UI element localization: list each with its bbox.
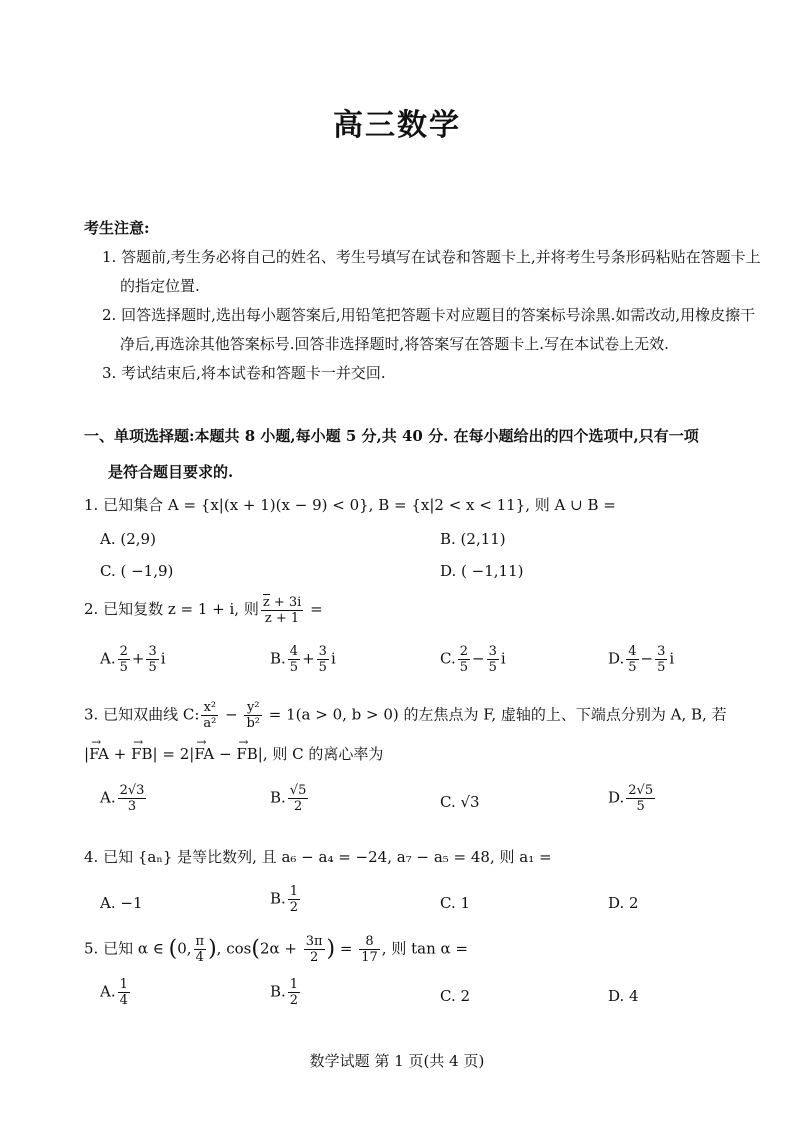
- notice-heading: 考生注意:: [84, 219, 150, 237]
- conjugate-z: z: [262, 595, 270, 610]
- section-line: 一、单项选择题:本题共 8 小题,每小题 5 分,共 40 分. 在每小题给出的四个选项中,只有一项: [84, 427, 699, 445]
- option-label: C.: [440, 987, 456, 1005]
- fraction: [261, 594, 303, 626]
- denominator: 5: [318, 660, 327, 675]
- question-stem: 5. 已知 α ∈ (0, $\frac{\pi}{4}$ ), cos(2α + $\frac{3\pi}{2}$ ) = $\frac{8}{17}$ , 则 tan α =: [84, 934, 468, 965]
- option-c[interactable]: [440, 890, 470, 916]
- section-heading: [84, 418, 774, 490]
- stem-text: =: [335, 939, 358, 958]
- question-stem: [84, 594, 774, 626]
- numerator: 4: [628, 644, 637, 659]
- denominator: 2: [289, 900, 299, 915]
- denominator: 3: [127, 799, 137, 814]
- numerator: 3: [318, 644, 327, 659]
- operator: +: [302, 649, 315, 668]
- numerator: 3: [657, 644, 666, 659]
- question-stem: 3. 已知双曲线 C: $\frac{\text{x²}}{\text{a²}}$ − $\frac{\text{y²}}{\text{b²}}$ = 1(a > 0, b > 0) 的左焦点为 F, 虚轴的上、下端点分别为 A, B, 若: [84, 700, 727, 731]
- fraction: [359, 934, 380, 965]
- option-label: D.: [608, 649, 625, 668]
- denominator: 4: [119, 993, 128, 1008]
- notice-item: 1. 答题前,考生务必将自己的姓名、考生号填写在试卷和答题卡上,并将考生号条形码粘贴在答题卡上的指定位置.: [102, 248, 761, 295]
- options-row: [84, 977, 774, 1011]
- option-a[interactable]: [100, 977, 132, 1008]
- question-2: [84, 594, 774, 678]
- option-value: −1: [115, 894, 143, 912]
- option-value: 2: [455, 987, 471, 1005]
- option-c[interactable]: [440, 644, 506, 675]
- option-b[interactable]: B. (2,11): [440, 530, 506, 548]
- stem-text: , 则 tan α =: [381, 939, 468, 958]
- numerator: 1: [119, 977, 128, 992]
- notice-item: 2. 回答选择题时,选出每小题答案后,用铅笔把答题卡对应题目的答案标号涂黑.如需改动,用橡皮擦干净后,再选涂其他答案标号.回答非选择题时,将答案写在答题卡上.写在本试卷上无效.: [102, 306, 756, 353]
- options-row: [84, 644, 774, 678]
- option-d[interactable]: [608, 983, 639, 1009]
- numerator: 2√3: [119, 783, 145, 798]
- option-value: √3: [460, 793, 480, 811]
- imag-unit: i: [500, 649, 506, 668]
- question-1: [84, 492, 774, 586]
- option-label: C.: [440, 894, 456, 912]
- numerator: 4: [289, 644, 299, 659]
- question-stem-line2: |→ FA + → FB| = 2|→ FA − → FB|, 则 C 的离心率为: [84, 741, 774, 767]
- question-stem: 4. 已知 {aₙ} 是等比数列, 且 a₆ − a₄ = −24, a₇ − a₅ = 48, 则 a₁ =: [84, 848, 552, 866]
- imag-unit: i: [669, 649, 675, 668]
- notice-item: 3. 考试结束后,将本试卷和答题卡一并交回.: [102, 364, 386, 382]
- option-label: B.: [270, 649, 286, 668]
- option-value: 2: [624, 894, 639, 912]
- options-row: [84, 558, 774, 586]
- numerator-rest: + 3i: [269, 595, 302, 610]
- operator: +: [131, 649, 145, 668]
- option-a[interactable]: [100, 644, 166, 675]
- page-title: 高三数学: [333, 108, 461, 143]
- denominator: 5: [289, 660, 299, 675]
- option-label: C.: [440, 793, 456, 811]
- option-d[interactable]: [608, 644, 674, 675]
- stem-text: , cos: [216, 939, 252, 958]
- option-c[interactable]: [440, 789, 480, 815]
- imag-unit: i: [330, 649, 336, 668]
- option-d[interactable]: [608, 783, 657, 814]
- option-c[interactable]: [440, 983, 470, 1009]
- option-label: D.: [608, 894, 625, 912]
- option-d[interactable]: D. ( −1,11): [440, 562, 524, 580]
- denominator: 5: [657, 660, 666, 675]
- numerator: 8: [359, 934, 380, 950]
- stem-text: =: [305, 600, 323, 618]
- numerator: √5: [289, 783, 307, 798]
- options-row: [84, 526, 774, 554]
- numerator: 2: [459, 644, 468, 659]
- fraction: $\frac{\text{y²}}{\text{b²}}$: [246, 700, 261, 731]
- stem-text: 5. 已知 α ∈: [84, 939, 169, 958]
- option-label: A.: [100, 894, 116, 912]
- numerator: 2√5: [628, 783, 654, 798]
- option-label: B.: [270, 889, 286, 908]
- numerator: 1: [289, 884, 299, 899]
- option-b[interactable]: [270, 783, 310, 814]
- option-label: D.: [608, 788, 625, 807]
- question-3: [84, 700, 774, 817]
- option-label: B.: [270, 788, 286, 807]
- options-row: [84, 783, 774, 817]
- options-row: [84, 884, 774, 918]
- numerator: 1: [289, 977, 299, 992]
- section-line: 是符合题目要求的.: [108, 463, 234, 481]
- stem-text: 2. 已知复数 z = 1 + i, 则: [84, 600, 259, 618]
- denominator: 5: [148, 660, 157, 675]
- denominator: 5: [636, 799, 645, 814]
- option-a[interactable]: A. (2,9): [100, 530, 156, 548]
- question-4: [84, 844, 774, 918]
- denominator: 5: [459, 660, 468, 675]
- option-d[interactable]: [608, 890, 639, 916]
- numerator: 2: [119, 644, 128, 659]
- question-5: [84, 934, 774, 1011]
- operator: −: [472, 649, 485, 668]
- option-b[interactable]: [270, 884, 302, 915]
- operator: −: [640, 649, 654, 668]
- denominator: 17: [361, 950, 378, 965]
- fraction: $\frac{\text{x²}}{\text{a²}}$: [203, 700, 217, 731]
- notice-block: [84, 214, 764, 388]
- option-c[interactable]: C. ( −1,9): [100, 562, 174, 580]
- denominator: 5: [628, 660, 637, 675]
- option-label: C.: [440, 649, 456, 668]
- option-a[interactable]: [100, 783, 148, 814]
- stem-text: 3. 已知双曲线 C:: [84, 705, 200, 724]
- option-b[interactable]: [270, 977, 302, 1008]
- option-label: A.: [100, 982, 116, 1001]
- option-label: B.: [270, 982, 286, 1001]
- numerator: 3: [148, 644, 157, 659]
- option-b[interactable]: [270, 644, 336, 675]
- denominator: 5: [488, 660, 497, 675]
- stem-text: = 1(a > 0, b > 0) 的左焦点为 F, 虚轴的上、下端点分别为 A, B, 若: [264, 705, 727, 724]
- option-a[interactable]: [100, 890, 143, 916]
- option-label: A.: [100, 649, 116, 668]
- option-value: 1: [455, 894, 471, 912]
- option-label: A.: [100, 788, 116, 807]
- question-stem: 1. 已知集合 A = {x|(x + 1)(x − 9) < 0}, B = {x|2 < x < 11}, 则 A ∪ B =: [84, 496, 616, 514]
- denominator: 5: [119, 660, 128, 675]
- imag-unit: i: [160, 649, 166, 668]
- stem-text: |, 则 C 的离心率为: [257, 745, 384, 763]
- option-label: D.: [608, 987, 625, 1005]
- denominator: 2: [289, 993, 299, 1008]
- denominator: 2: [293, 799, 303, 814]
- option-value: 4: [624, 987, 639, 1005]
- numerator: 3: [488, 644, 497, 659]
- page-footer: 数学试题 第 1 页(共 4 页): [309, 1052, 485, 1070]
- denominator: z + 1: [264, 611, 300, 626]
